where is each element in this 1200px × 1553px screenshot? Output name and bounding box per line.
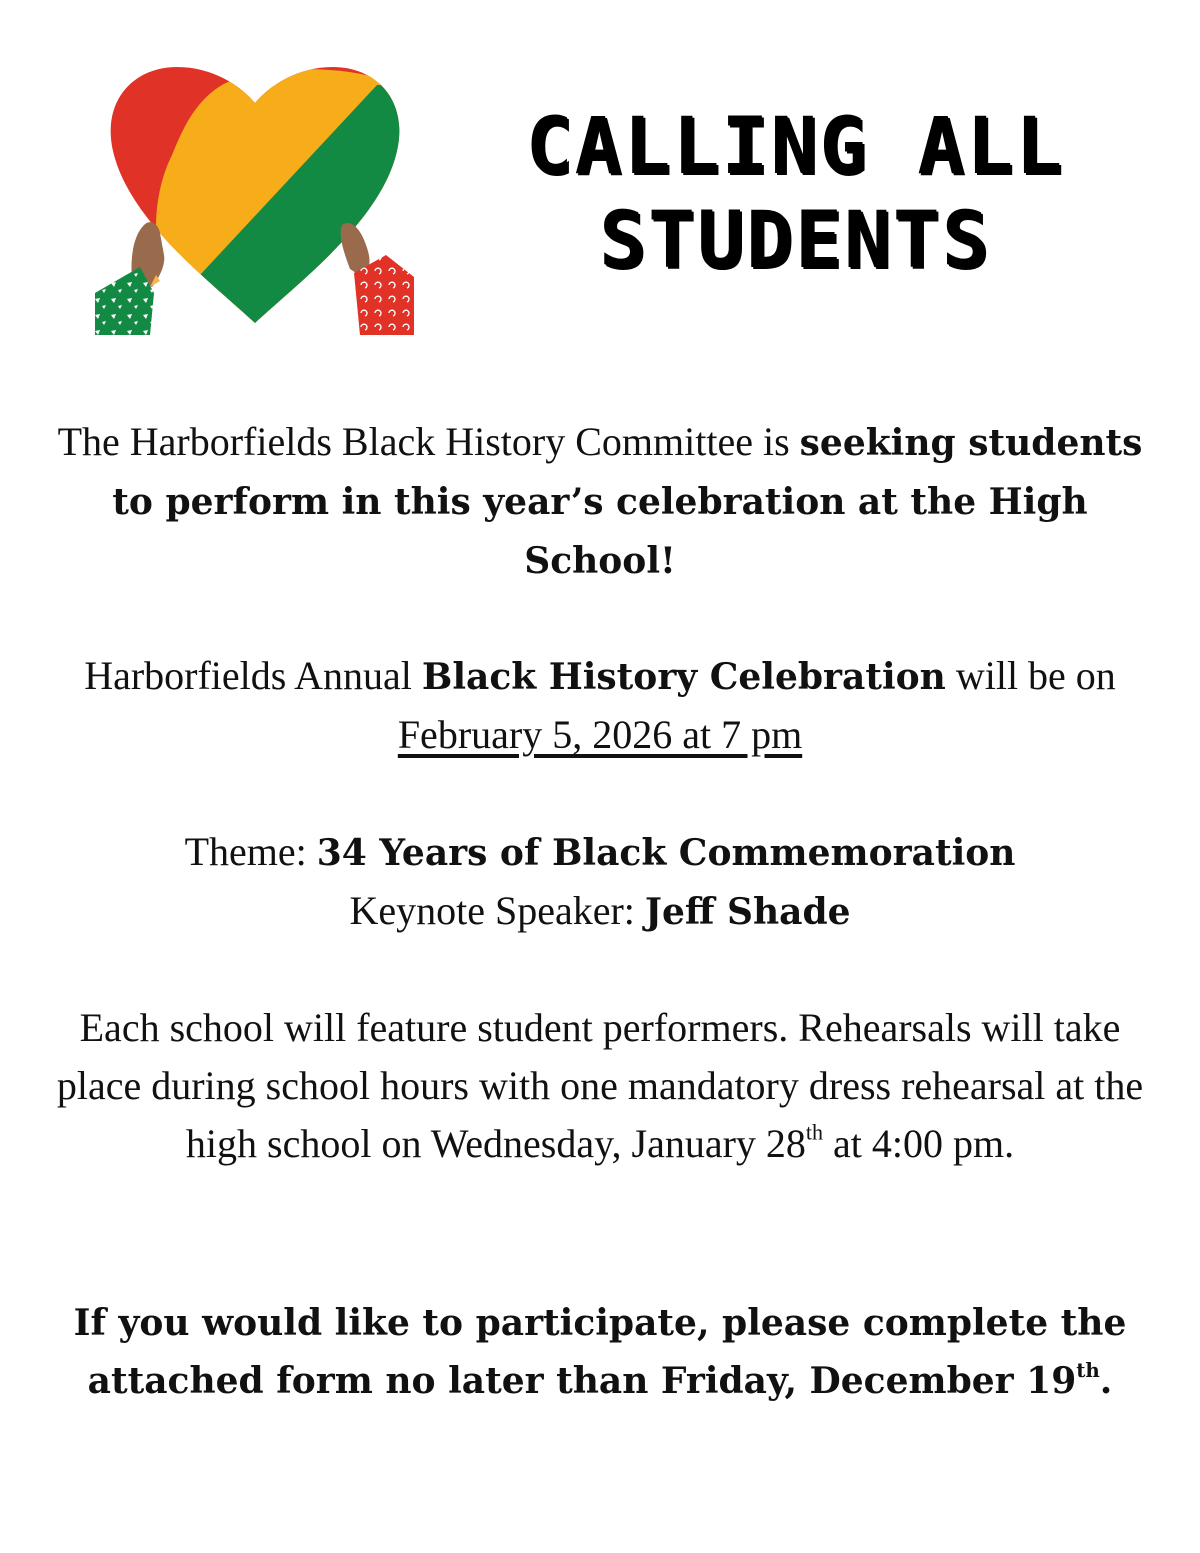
event-mid: will be on [945, 653, 1116, 698]
theme-label: Theme: [184, 829, 317, 874]
details-paragraph [40, 823, 1160, 941]
theme-line [40, 823, 1160, 882]
headline-line-1: CALLING ALL [525, 102, 1065, 192]
speaker-line [40, 882, 1160, 941]
event-name: Black History Celebration [421, 656, 946, 698]
event-date-time: February 5, 2026 at 7 pm [397, 712, 803, 757]
cta-text: If you would like to participate, please complete the attached form no later than Friday, December 19 [73, 1302, 1127, 1402]
headline [470, 100, 1120, 288]
cta-tail: . [1099, 1360, 1113, 1402]
rehearsals-text: Each school will feature student performers. Rehearsals will take place during school hours with one mandatory dress rehearsal at the high school on Wednesday, January 28 [56, 1005, 1144, 1166]
cta-paragraph [40, 1294, 1160, 1410]
event-paragraph [40, 647, 1160, 764]
heart-hands-graphic [92, 55, 422, 335]
rehearsals-ordinal: th [805, 1119, 824, 1145]
speaker-label: Keynote Speaker: [349, 888, 645, 933]
rehearsals-paragraph [40, 999, 1160, 1173]
intro-paragraph [40, 413, 1160, 590]
heart-hands-icon [92, 55, 422, 335]
theme-value: 34 Years of Black Commemoration [316, 832, 1016, 874]
speaker-value: Jeff Shade [644, 891, 851, 933]
event-lead: Harborfields Annual [84, 653, 422, 698]
intro-lead: The Harborfields Black History Committee is [57, 419, 800, 464]
cta-ordinal: th [1076, 1358, 1100, 1383]
rehearsals-tail: at 4:00 pm. [823, 1121, 1015, 1166]
intro-bold: seeking students to perform in this year’s celebration at the High School! [112, 422, 1143, 582]
headline-line-2: STUDENTS [599, 196, 991, 286]
